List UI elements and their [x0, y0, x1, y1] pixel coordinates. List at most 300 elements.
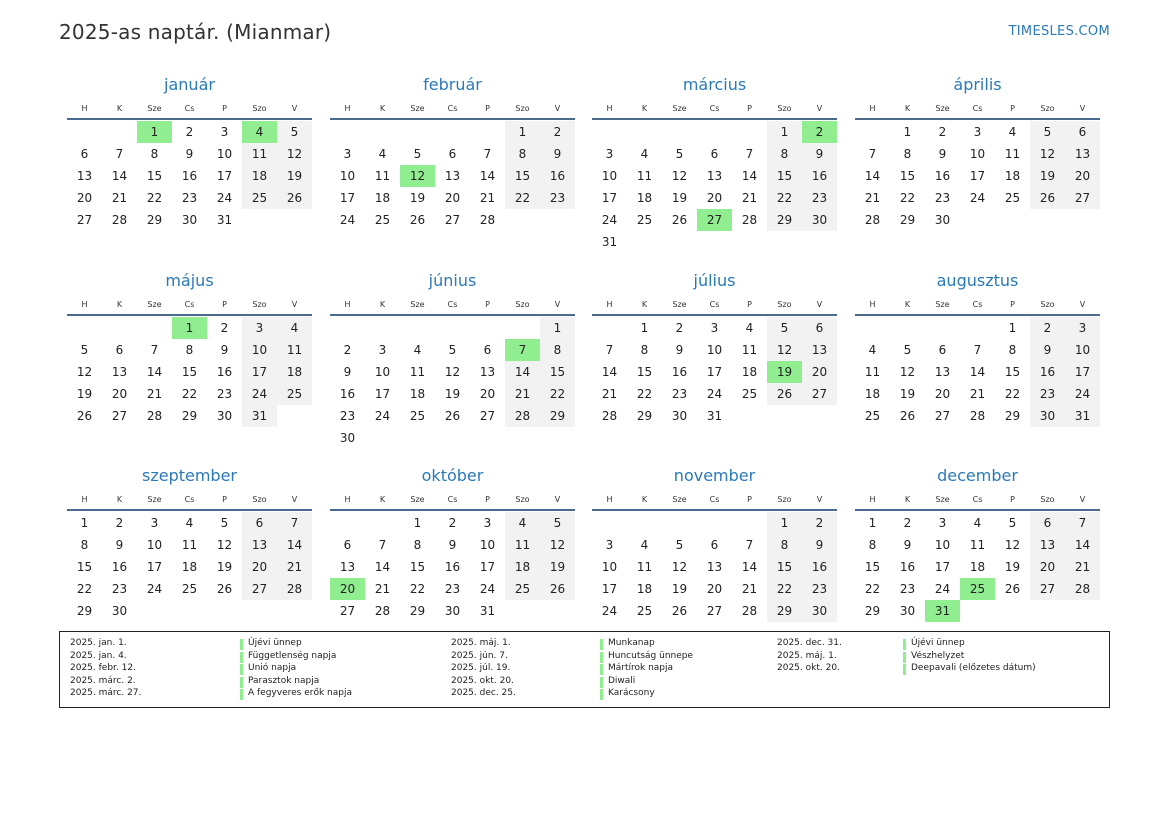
day-cell[interactable]: 26	[444, 409, 461, 423]
day-cell[interactable]: 4	[277, 317, 312, 339]
day-cell[interactable]: 25	[636, 604, 653, 618]
day-cell[interactable]: 14	[864, 169, 881, 183]
holiday-day-cell[interactable]: 20	[330, 578, 365, 600]
day-cell[interactable]: 29	[864, 604, 881, 618]
day-cell[interactable]: 18	[505, 556, 540, 578]
day-cell[interactable]: 19	[277, 165, 312, 187]
day-cell[interactable]: 3	[1065, 317, 1100, 339]
day-cell[interactable]: 1	[767, 512, 802, 534]
day-cell[interactable]: 29	[146, 213, 163, 227]
day-cell[interactable]: 8	[150, 147, 159, 161]
day-cell[interactable]: 7	[378, 538, 387, 552]
day-cell[interactable]: 30	[899, 604, 916, 618]
day-cell[interactable]: 7	[868, 147, 877, 161]
day-cell[interactable]: 25	[409, 409, 426, 423]
day-cell[interactable]: 27	[111, 409, 128, 423]
day-cell[interactable]: 11	[374, 169, 391, 183]
day-cell[interactable]: 24	[339, 213, 356, 227]
day-cell[interactable]: 6	[1030, 512, 1065, 534]
day-cell[interactable]: 17	[374, 387, 391, 401]
day-cell[interactable]: 4	[505, 512, 540, 534]
day-cell[interactable]: 22	[76, 582, 93, 596]
day-cell[interactable]: 30	[802, 209, 837, 231]
day-cell[interactable]: 22	[409, 582, 426, 596]
day-cell[interactable]: 23	[899, 582, 916, 596]
day-cell[interactable]: 12	[444, 365, 461, 379]
day-cell[interactable]: 1	[903, 125, 912, 139]
day-cell[interactable]: 5	[220, 516, 229, 530]
day-cell[interactable]: 14	[1065, 534, 1100, 556]
day-cell[interactable]: 15	[505, 165, 540, 187]
day-cell[interactable]: 18	[1004, 169, 1021, 183]
day-cell[interactable]: 22	[181, 387, 198, 401]
day-cell[interactable]: 24	[969, 191, 986, 205]
day-cell[interactable]: 13	[111, 365, 128, 379]
day-cell[interactable]: 11	[864, 365, 881, 379]
day-cell[interactable]: 29	[899, 213, 916, 227]
day-cell[interactable]: 23	[444, 582, 461, 596]
holiday-day-cell[interactable]: 27	[697, 209, 732, 231]
day-cell[interactable]: 24	[479, 582, 496, 596]
day-cell[interactable]: 1	[767, 121, 802, 143]
day-cell[interactable]: 10	[216, 147, 233, 161]
day-cell[interactable]: 19	[899, 387, 916, 401]
day-cell[interactable]: 6	[242, 512, 277, 534]
day-cell[interactable]: 6	[710, 538, 719, 552]
day-cell[interactable]: 21	[741, 582, 758, 596]
day-cell[interactable]: 26	[216, 582, 233, 596]
day-cell[interactable]: 20	[706, 191, 723, 205]
day-cell[interactable]: 3	[378, 343, 387, 357]
day-cell[interactable]: 24	[706, 387, 723, 401]
day-cell[interactable]: 24	[934, 582, 951, 596]
day-cell[interactable]: 4	[413, 343, 422, 357]
day-cell[interactable]: 12	[671, 560, 688, 574]
day-cell[interactable]: 3	[483, 516, 492, 530]
day-cell[interactable]: 25	[864, 409, 881, 423]
day-cell[interactable]: 2	[938, 125, 947, 139]
day-cell[interactable]: 14	[479, 169, 496, 183]
day-cell[interactable]: 15	[146, 169, 163, 183]
day-cell[interactable]: 6	[115, 343, 124, 357]
day-cell[interactable]: 16	[899, 560, 916, 574]
day-cell[interactable]: 16	[934, 169, 951, 183]
day-cell[interactable]: 2	[185, 125, 194, 139]
day-cell[interactable]: 14	[374, 560, 391, 574]
day-cell[interactable]: 6	[710, 147, 719, 161]
holiday-day-cell[interactable]: 1	[172, 317, 207, 339]
day-cell[interactable]: 2	[343, 343, 352, 357]
day-cell[interactable]: 5	[767, 317, 802, 339]
holiday-day-cell[interactable]: 25	[960, 578, 995, 600]
day-cell[interactable]: 30	[1030, 405, 1065, 427]
day-cell[interactable]: 23	[216, 387, 233, 401]
day-cell[interactable]: 8	[505, 143, 540, 165]
day-cell[interactable]: 10	[479, 538, 496, 552]
day-cell[interactable]: 23	[671, 387, 688, 401]
day-cell[interactable]: 6	[483, 343, 492, 357]
day-cell[interactable]: 6	[1065, 121, 1100, 143]
day-cell[interactable]: 8	[767, 143, 802, 165]
day-cell[interactable]: 21	[111, 191, 128, 205]
day-cell[interactable]: 14	[505, 361, 540, 383]
day-cell[interactable]: 8	[413, 538, 422, 552]
day-cell[interactable]: 11	[969, 538, 986, 552]
day-cell[interactable]: 7	[150, 343, 159, 357]
day-cell[interactable]: 28	[601, 409, 618, 423]
day-cell[interactable]: 28	[864, 213, 881, 227]
day-cell[interactable]: 19	[409, 191, 426, 205]
day-cell[interactable]: 18	[864, 387, 881, 401]
day-cell[interactable]: 25	[741, 387, 758, 401]
day-cell[interactable]: 18	[409, 387, 426, 401]
day-cell[interactable]: 21	[1065, 556, 1100, 578]
day-cell[interactable]: 30	[802, 600, 837, 622]
day-cell[interactable]: 20	[76, 191, 93, 205]
day-cell[interactable]: 2	[220, 321, 229, 335]
day-cell[interactable]: 28	[741, 604, 758, 618]
day-cell[interactable]: 18	[741, 365, 758, 379]
day-cell[interactable]: 9	[802, 534, 837, 556]
day-cell[interactable]: 23	[1030, 383, 1065, 405]
day-cell[interactable]: 4	[745, 321, 754, 335]
day-cell[interactable]: 5	[903, 343, 912, 357]
day-cell[interactable]: 14	[111, 169, 128, 183]
day-cell[interactable]: 28	[146, 409, 163, 423]
day-cell[interactable]: 24	[374, 409, 391, 423]
day-cell[interactable]: 17	[242, 361, 277, 383]
day-cell[interactable]: 13	[242, 534, 277, 556]
day-cell[interactable]: 19	[1030, 165, 1065, 187]
day-cell[interactable]: 15	[767, 556, 802, 578]
day-cell[interactable]: 7	[1065, 512, 1100, 534]
holiday-day-cell[interactable]: 4	[242, 121, 277, 143]
day-cell[interactable]: 18	[374, 191, 391, 205]
day-cell[interactable]: 20	[242, 556, 277, 578]
day-cell[interactable]: 9	[185, 147, 194, 161]
day-cell[interactable]: 28	[741, 213, 758, 227]
day-cell[interactable]: 5	[675, 538, 684, 552]
day-cell[interactable]: 29	[540, 405, 575, 427]
day-cell[interactable]: 14	[277, 534, 312, 556]
day-cell[interactable]: 2	[802, 512, 837, 534]
day-cell[interactable]: 7	[745, 147, 754, 161]
day-cell[interactable]: 4	[868, 343, 877, 357]
day-cell[interactable]: 10	[969, 147, 986, 161]
day-cell[interactable]: 30	[181, 213, 198, 227]
day-cell[interactable]: 20	[1065, 165, 1100, 187]
day-cell[interactable]: 10	[601, 560, 618, 574]
day-cell[interactable]: 8	[1008, 343, 1017, 357]
day-cell[interactable]: 6	[80, 147, 89, 161]
day-cell[interactable]: 13	[1065, 143, 1100, 165]
day-cell[interactable]: 27	[479, 409, 496, 423]
day-cell[interactable]: 29	[181, 409, 198, 423]
day-cell[interactable]: 4	[973, 516, 982, 530]
day-cell[interactable]: 16	[671, 365, 688, 379]
day-cell[interactable]: 22	[767, 187, 802, 209]
day-cell[interactable]: 9	[220, 343, 229, 357]
day-cell[interactable]: 30	[671, 409, 688, 423]
day-cell[interactable]: 27	[1065, 187, 1100, 209]
day-cell[interactable]: 18	[636, 191, 653, 205]
day-cell[interactable]: 16	[540, 165, 575, 187]
day-cell[interactable]: 12	[1004, 538, 1021, 552]
day-cell[interactable]: 21	[505, 383, 540, 405]
day-cell[interactable]: 26	[540, 578, 575, 600]
day-cell[interactable]: 7	[483, 147, 492, 161]
day-cell[interactable]: 25	[374, 213, 391, 227]
day-cell[interactable]: 6	[938, 343, 947, 357]
day-cell[interactable]: 31	[216, 213, 233, 227]
day-cell[interactable]: 11	[181, 538, 198, 552]
day-cell[interactable]: 23	[181, 191, 198, 205]
day-cell[interactable]: 21	[374, 582, 391, 596]
day-cell[interactable]: 1	[1008, 321, 1017, 335]
day-cell[interactable]: 6	[343, 538, 352, 552]
day-cell[interactable]: 14	[741, 560, 758, 574]
day-cell[interactable]: 15	[1004, 365, 1021, 379]
day-cell[interactable]: 24	[1065, 383, 1100, 405]
day-cell[interactable]: 19	[444, 387, 461, 401]
holiday-day-cell[interactable]: 1	[137, 121, 172, 143]
day-cell[interactable]: 5	[277, 121, 312, 143]
day-cell[interactable]: 21	[864, 191, 881, 205]
day-cell[interactable]: 24	[601, 604, 618, 618]
day-cell[interactable]: 27	[76, 213, 93, 227]
day-cell[interactable]: 26	[1004, 582, 1021, 596]
day-cell[interactable]: 20	[479, 387, 496, 401]
day-cell[interactable]: 3	[343, 147, 352, 161]
day-cell[interactable]: 16	[802, 556, 837, 578]
day-cell[interactable]: 31	[1065, 405, 1100, 427]
day-cell[interactable]: 10	[339, 169, 356, 183]
day-cell[interactable]: 30	[444, 604, 461, 618]
day-cell[interactable]: 8	[767, 534, 802, 556]
day-cell[interactable]: 27	[242, 578, 277, 600]
day-cell[interactable]: 1	[505, 121, 540, 143]
day-cell[interactable]: 5	[675, 147, 684, 161]
day-cell[interactable]: 17	[479, 560, 496, 574]
day-cell[interactable]: 13	[934, 365, 951, 379]
day-cell[interactable]: 26	[1030, 187, 1065, 209]
day-cell[interactable]: 1	[640, 321, 649, 335]
day-cell[interactable]: 15	[76, 560, 93, 574]
day-cell[interactable]: 26	[671, 604, 688, 618]
day-cell[interactable]: 5	[448, 343, 457, 357]
day-cell[interactable]: 27	[444, 213, 461, 227]
day-cell[interactable]: 18	[636, 582, 653, 596]
day-cell[interactable]: 13	[1030, 534, 1065, 556]
day-cell[interactable]: 16	[216, 365, 233, 379]
day-cell[interactable]: 20	[1030, 556, 1065, 578]
day-cell[interactable]: 14	[741, 169, 758, 183]
day-cell[interactable]: 28	[111, 213, 128, 227]
day-cell[interactable]: 5	[1008, 516, 1017, 530]
day-cell[interactable]: 11	[636, 560, 653, 574]
day-cell[interactable]: 10	[374, 365, 391, 379]
day-cell[interactable]: 12	[540, 534, 575, 556]
day-cell[interactable]: 12	[76, 365, 93, 379]
day-cell[interactable]: 30	[216, 409, 233, 423]
day-cell[interactable]: 4	[378, 147, 387, 161]
day-cell[interactable]: 7	[745, 538, 754, 552]
day-cell[interactable]: 11	[741, 343, 758, 357]
day-cell[interactable]: 28	[969, 409, 986, 423]
day-cell[interactable]: 15	[767, 165, 802, 187]
day-cell[interactable]: 19	[671, 582, 688, 596]
day-cell[interactable]: 17	[601, 582, 618, 596]
day-cell[interactable]: 4	[185, 516, 194, 530]
day-cell[interactable]: 22	[864, 582, 881, 596]
day-cell[interactable]: 5	[540, 512, 575, 534]
day-cell[interactable]: 10	[242, 339, 277, 361]
day-cell[interactable]: 13	[706, 169, 723, 183]
day-cell[interactable]: 1	[80, 516, 89, 530]
day-cell[interactable]: 27	[1030, 578, 1065, 600]
holiday-day-cell[interactable]: 2	[802, 121, 837, 143]
day-cell[interactable]: 11	[1004, 147, 1021, 161]
day-cell[interactable]: 13	[339, 560, 356, 574]
day-cell[interactable]: 13	[802, 339, 837, 361]
day-cell[interactable]: 14	[146, 365, 163, 379]
day-cell[interactable]: 21	[146, 387, 163, 401]
day-cell[interactable]: 2	[903, 516, 912, 530]
day-cell[interactable]: 28	[374, 604, 391, 618]
holiday-day-cell[interactable]: 31	[925, 600, 960, 622]
day-cell[interactable]: 7	[973, 343, 982, 357]
day-cell[interactable]: 5	[413, 147, 422, 161]
day-cell[interactable]: 13	[479, 365, 496, 379]
day-cell[interactable]: 22	[767, 578, 802, 600]
day-cell[interactable]: 16	[339, 387, 356, 401]
day-cell[interactable]: 19	[1004, 560, 1021, 574]
day-cell[interactable]: 29	[767, 209, 802, 231]
day-cell[interactable]: 28	[277, 578, 312, 600]
day-cell[interactable]: 12	[899, 365, 916, 379]
day-cell[interactable]: 3	[605, 538, 614, 552]
day-cell[interactable]: 10	[1065, 339, 1100, 361]
day-cell[interactable]: 7	[277, 512, 312, 534]
day-cell[interactable]: 15	[864, 560, 881, 574]
day-cell[interactable]: 27	[802, 383, 837, 405]
day-cell[interactable]: 2	[448, 516, 457, 530]
day-cell[interactable]: 2	[1030, 317, 1065, 339]
day-cell[interactable]: 8	[540, 339, 575, 361]
day-cell[interactable]: 24	[146, 582, 163, 596]
day-cell[interactable]: 15	[540, 361, 575, 383]
day-cell[interactable]: 10	[706, 343, 723, 357]
day-cell[interactable]: 30	[111, 604, 128, 618]
day-cell[interactable]: 17	[339, 191, 356, 205]
day-cell[interactable]: 23	[934, 191, 951, 205]
day-cell[interactable]: 15	[636, 365, 653, 379]
day-cell[interactable]: 13	[76, 169, 93, 183]
day-cell[interactable]: 21	[479, 191, 496, 205]
day-cell[interactable]: 7	[115, 147, 124, 161]
day-cell[interactable]: 9	[540, 143, 575, 165]
day-cell[interactable]: 8	[640, 343, 649, 357]
day-cell[interactable]: 2	[675, 321, 684, 335]
day-cell[interactable]: 15	[181, 365, 198, 379]
day-cell[interactable]: 19	[76, 387, 93, 401]
day-cell[interactable]: 9	[903, 538, 912, 552]
day-cell[interactable]: 10	[146, 538, 163, 552]
day-cell[interactable]: 21	[601, 387, 618, 401]
day-cell[interactable]: 4	[640, 538, 649, 552]
day-cell[interactable]: 9	[802, 143, 837, 165]
day-cell[interactable]: 29	[76, 604, 93, 618]
day-cell[interactable]: 12	[767, 339, 802, 361]
day-cell[interactable]: 22	[540, 383, 575, 405]
day-cell[interactable]: 21	[969, 387, 986, 401]
day-cell[interactable]: 1	[868, 516, 877, 530]
day-cell[interactable]: 26	[409, 213, 426, 227]
day-cell[interactable]: 14	[969, 365, 986, 379]
day-cell[interactable]: 22	[1004, 387, 1021, 401]
day-cell[interactable]: 4	[1008, 125, 1017, 139]
day-cell[interactable]: 27	[934, 409, 951, 423]
day-cell[interactable]: 19	[540, 556, 575, 578]
day-cell[interactable]: 3	[605, 147, 614, 161]
day-cell[interactable]: 11	[409, 365, 426, 379]
day-cell[interactable]: 12	[671, 169, 688, 183]
day-cell[interactable]: 20	[934, 387, 951, 401]
day-cell[interactable]: 9	[448, 538, 457, 552]
day-cell[interactable]: 16	[111, 560, 128, 574]
day-cell[interactable]: 9	[938, 147, 947, 161]
day-cell[interactable]: 16	[1030, 361, 1065, 383]
day-cell[interactable]: 3	[242, 317, 277, 339]
day-cell[interactable]: 23	[111, 582, 128, 596]
day-cell[interactable]: 8	[868, 538, 877, 552]
day-cell[interactable]: 17	[706, 365, 723, 379]
day-cell[interactable]: 16	[181, 169, 198, 183]
day-cell[interactable]: 15	[899, 169, 916, 183]
day-cell[interactable]: 24	[601, 213, 618, 227]
day-cell[interactable]: 20	[802, 361, 837, 383]
day-cell[interactable]: 26	[767, 383, 802, 405]
day-cell[interactable]: 17	[146, 560, 163, 574]
day-cell[interactable]: 18	[181, 560, 198, 574]
day-cell[interactable]: 17	[601, 191, 618, 205]
day-cell[interactable]: 25	[277, 383, 312, 405]
day-cell[interactable]: 22	[505, 187, 540, 209]
day-cell[interactable]: 26	[76, 409, 93, 423]
day-cell[interactable]: 31	[706, 409, 723, 423]
day-cell[interactable]: 22	[636, 387, 653, 401]
day-cell[interactable]: 3	[710, 321, 719, 335]
day-cell[interactable]: 25	[242, 187, 277, 209]
day-cell[interactable]: 9	[675, 343, 684, 357]
day-cell[interactable]: 3	[973, 125, 982, 139]
day-cell[interactable]: 9	[1030, 339, 1065, 361]
day-cell[interactable]: 30	[339, 431, 356, 445]
day-cell[interactable]: 23	[802, 187, 837, 209]
day-cell[interactable]: 28	[1065, 578, 1100, 600]
day-cell[interactable]: 26	[671, 213, 688, 227]
day-cell[interactable]: 4	[640, 147, 649, 161]
day-cell[interactable]: 25	[636, 213, 653, 227]
day-cell[interactable]: 27	[706, 604, 723, 618]
brand-link[interactable]: TIMESLES.COM	[1008, 24, 1110, 39]
day-cell[interactable]: 18	[969, 560, 986, 574]
day-cell[interactable]: 3	[150, 516, 159, 530]
day-cell[interactable]: 22	[899, 191, 916, 205]
day-cell[interactable]: 11	[277, 339, 312, 361]
day-cell[interactable]: 1	[413, 516, 422, 530]
day-cell[interactable]: 31	[479, 604, 496, 618]
